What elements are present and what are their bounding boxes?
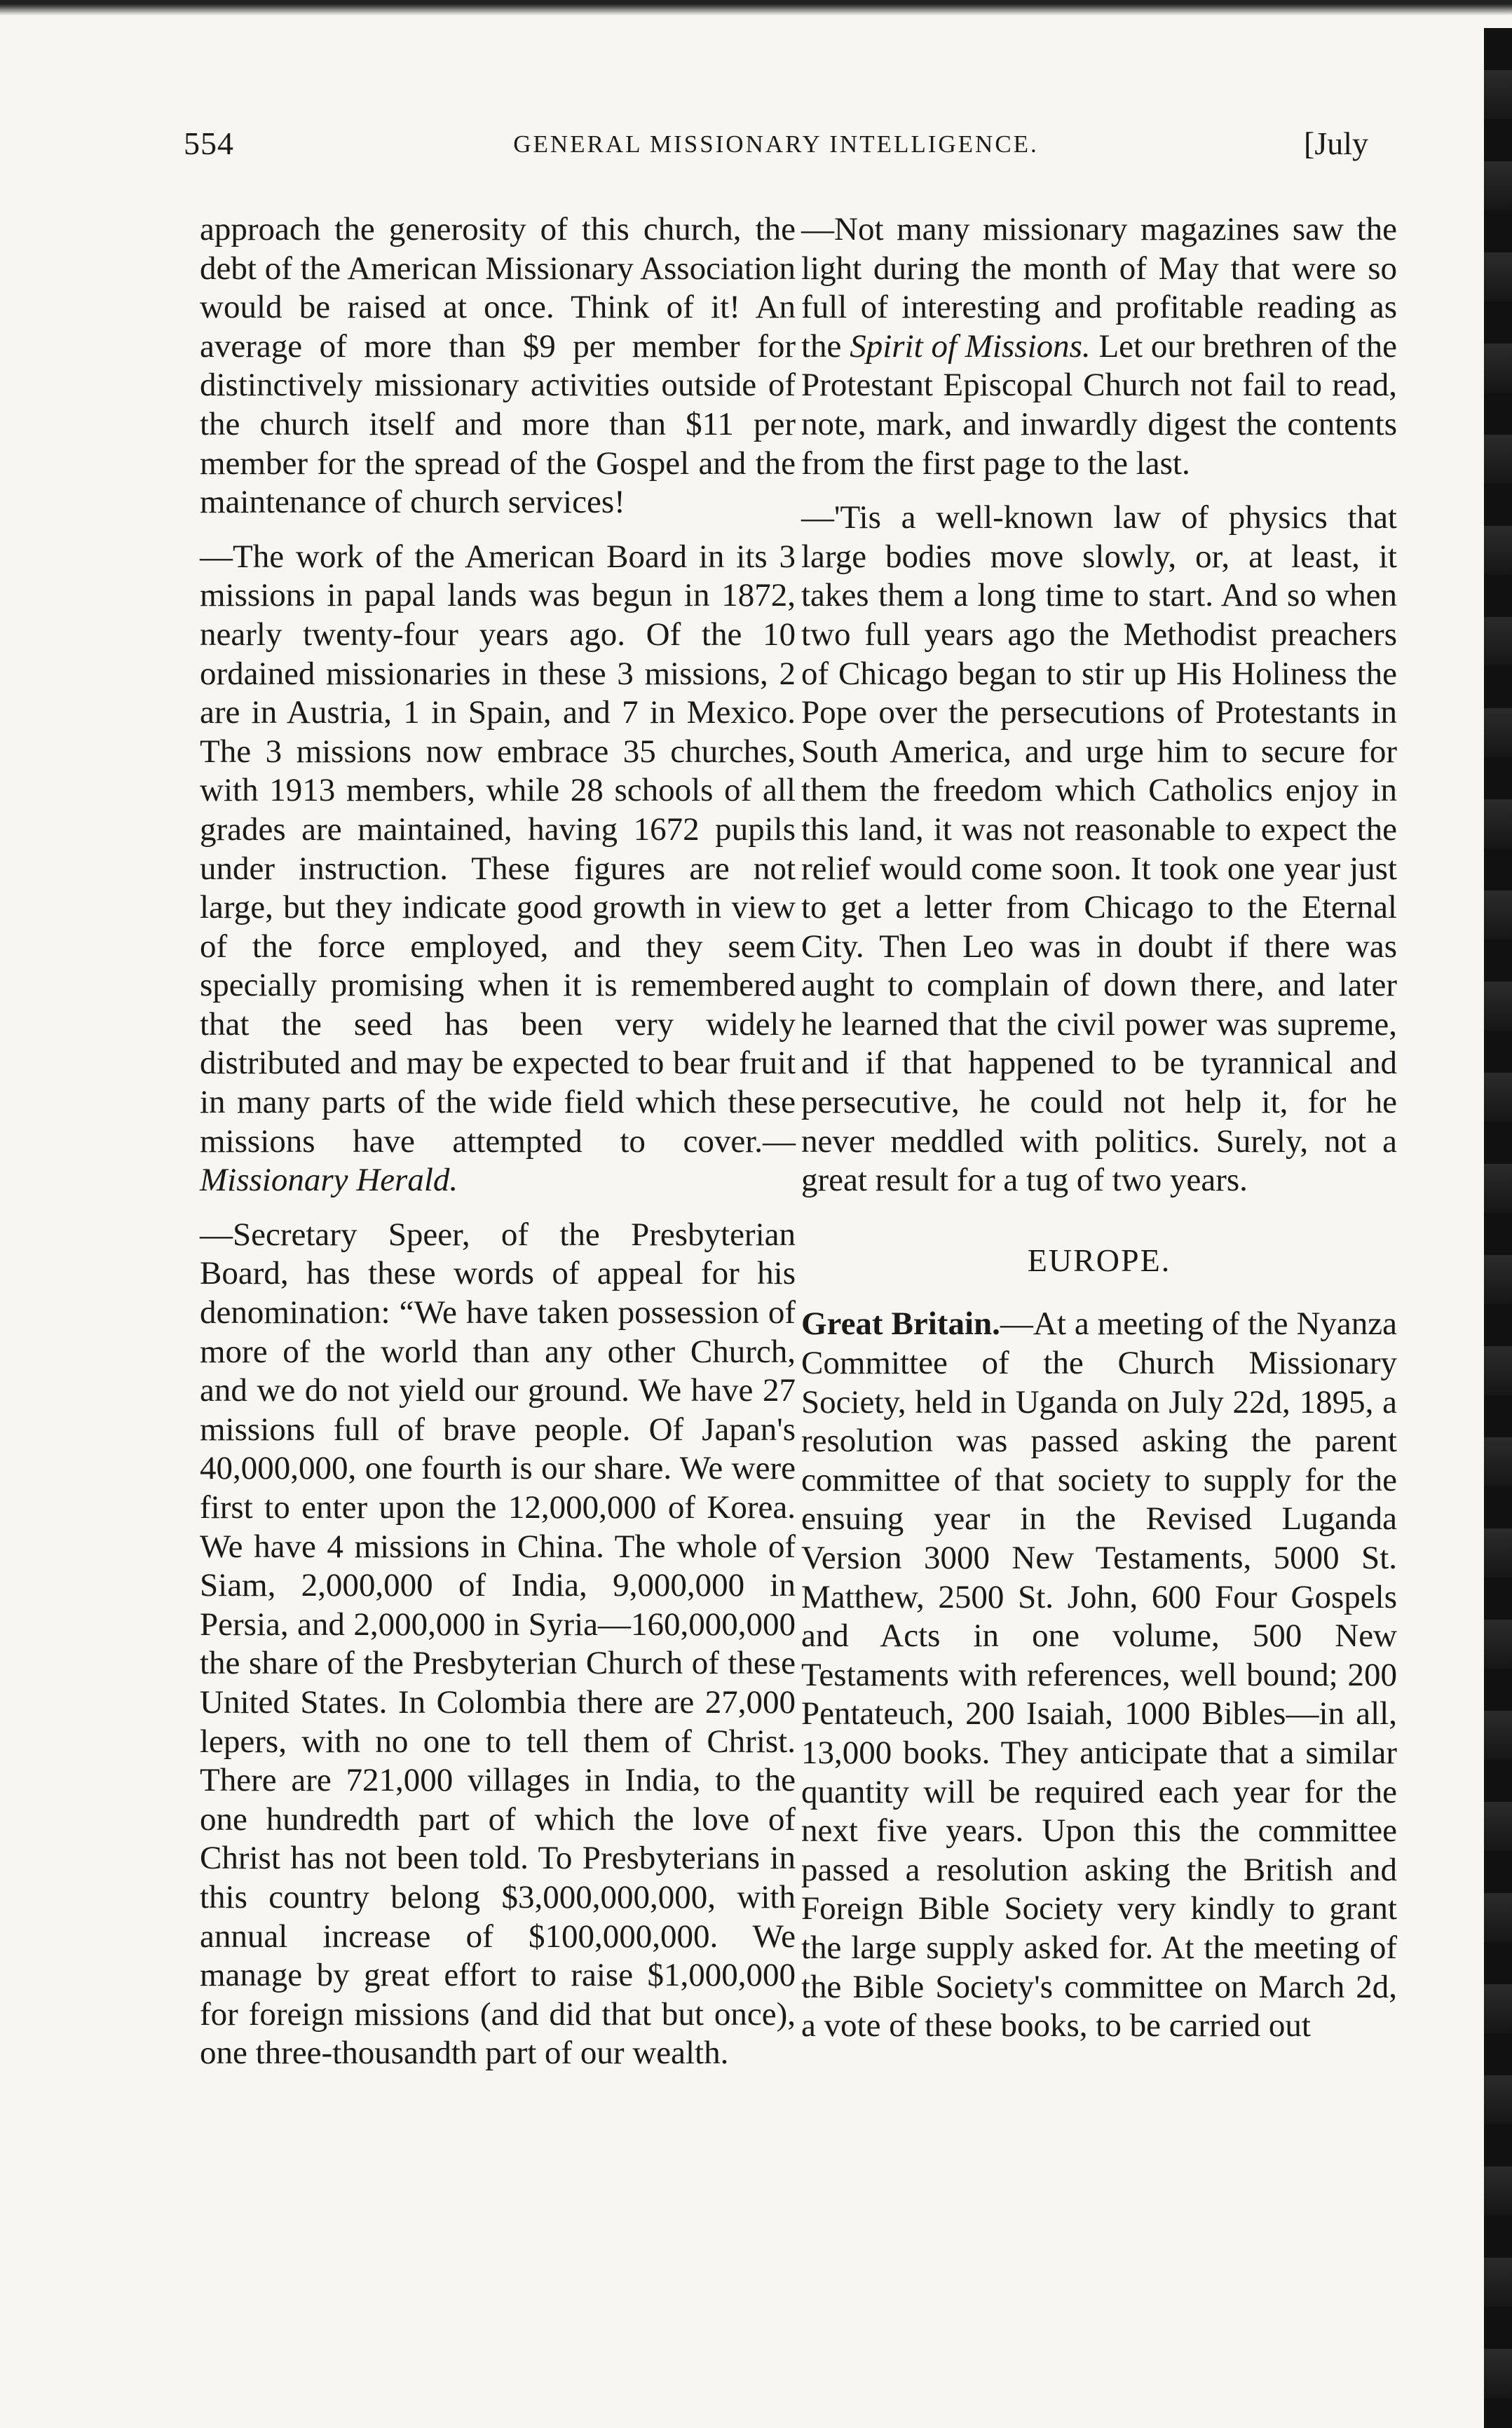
paragraph-church-generosity: approach the generosity of this church, the debt of the American Missionary Association would be raised at once. Think of it! An average of more than $9 per member for distinctively missionary activities outside of the church itself and more than $11 per member for the spread of the Gospel and the maintenance of church services! xyxy=(200,211,796,521)
paragraph-american-board xyxy=(200,538,796,1200)
paragraph-text: —The work of the American Board in its 3 missions in papal lands was begun in 1872, nearly twenty-four years ago. Of the 10 ordained missionaries in these 3 missions, 2 are in Austria, 1 in Spain, and 7 in Mexico. The 3 missions now embrace 35 churches, with 1913 members, while 28 schools of all grades are maintained, having 1672 pupils under instruction. These figures are not large, but they indicate good growth in view of the force employed, and they seem specially promising when it is remembered that the seed has been very widely distributed and may be expected to bear fruit in many parts of the wide field which these missions have attempted to cover.— xyxy=(200,538,796,1160)
source-citation: Missionary Herald. xyxy=(200,1162,458,1199)
page-number: 554 xyxy=(184,126,234,161)
paragraph-text: —Not many missionary magazines saw the light during the month of May that were so full of interesting and profitable reading as the xyxy=(801,211,1397,365)
page-header xyxy=(184,125,1368,181)
paragraph-missionary-magazines xyxy=(801,210,1397,483)
running-title: GENERAL MISSIONARY INTELLIGENCE. xyxy=(513,130,1039,158)
paragraph-text: Let our brethren of the Protestant Episcopal Church not fail to read, note, mark, and inwardly digest the contents from the first page to the last. xyxy=(801,327,1397,482)
paragraph-secretary-speer: —Secretary Speer, of the Presbyterian Board, has these words of appeal for his denomination: “We have taken possession of more of the world than any other Church, and we do not yield our ground. We have 27 missions full of brave people. Of Japan's 40,000,000, one fourth is our share. We were first to enter upon the 12,000,000 of Korea. We have 4 missions in China. The whole of Siam, 2,000,000 of India, 9,000,000 in Persia, and 2,000,000 in Syria—160,000,000 the share of the Presbyterian Church of these United States. In Colombia there are 27,000 lepers, with no one to tell them of Christ. There are 721,000 villages in India, to the one hundredth part of which the love of Christ has not been told. To Presbyterians in this country belong $3,000,000,000, with annual increase of $100,000,000. We manage by great effort to raise $1,000,000 for foreign missions (and did that but once), one three-thousandth part of our wealth. xyxy=(200,1216,796,2072)
paragraph-great-britain xyxy=(801,1305,1397,2045)
top-edge-rule xyxy=(0,0,1512,15)
right-column xyxy=(801,210,1397,2061)
magazine-title: Spirit of Missions. xyxy=(850,327,1091,365)
paragraph-text: —At a meeting of the Nyanza Committee of the Church Missionary Society, held in Uganda on July 22d, 1895, a resolution was passed asking the parent committee of that society to supply for the ensuing year in the Revised Luganda Version 3000 New Testaments, 5000 St. Matthew, 2500 St. John, 600 Four Gospels and Acts in one volume, 500 New Testaments with references, well bound; 200 Pentateuch, 200 Isaiah, 1000 Bibles—in all, 13,000 books. They anticipate that a similar quantity will be required each year for the next five years. Upon this the committee passed a resolution asking the British and Foreign Bible Society very kindly to grant the large supply asked for. At the meeting of the Bible Society's committee on March 2d, a vote of these books, to be carried out xyxy=(801,1305,1397,2044)
left-column xyxy=(200,210,796,2089)
running-date: [July xyxy=(1304,126,1368,161)
subsection-lead: Great Britain. xyxy=(801,1305,1000,1343)
section-heading-europe: EUROPE. xyxy=(1027,1242,1171,1278)
paragraph-physics-law: —'Tis a well-known law of physics that large bodies move slowly, or, at least, it takes them a long time to start. And so when two full years ago the Methodist preachers of Chicago began to stir up His Holiness the Pope over the persecutions of Protestants in South America, and urge him to secure for them the freedom which Catholics enjoy in this land, it was not reasonable to expect the relief would come soon. It took one year just to get a letter from Chicago to the Eternal City. Then Leo was in doubt if there was aught to complain of down there, and later he learned that the civil power was supreme, and if that happened to be tyrannical and persecutive, he could not help it, for he never meddled with politics. Surely, not a great result for a tug of two years. xyxy=(801,499,1397,1199)
page-binding-edge xyxy=(1484,28,1512,2428)
